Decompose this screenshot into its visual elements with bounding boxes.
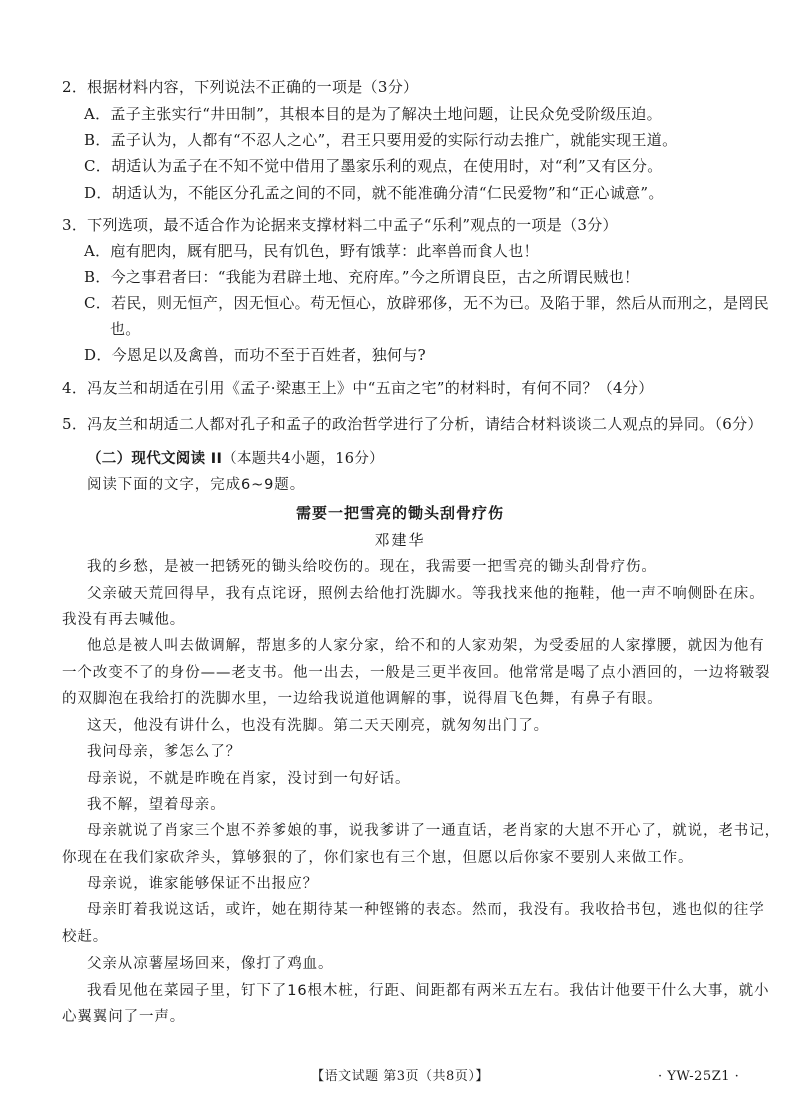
question-2-option-b: B．孟子认为，人都有“不忍人之心”，君王只要用爱的实际行动去推广，就能实现王道。 (84, 131, 678, 149)
paper-code: · YW-25Z1 · (658, 1069, 740, 1084)
article-line: 心翼翼问了一声。 (62, 1009, 186, 1025)
section-subtitle: （本题共4小题，16分） (222, 451, 384, 467)
question-3-option-d: D．今恩足以及禽兽，而功不至于百姓者，独何与? (84, 346, 426, 364)
article-line: 我不解，望着母亲。 (87, 797, 226, 813)
article-line: 母亲说，不就是昨晚在肖家，没讨到一句好话。 (87, 771, 411, 787)
section-heading (87, 449, 384, 469)
question-4: 4．冯友兰和胡适在引用《孟子·梁惠王上》中“五亩之宅”的材料时，有何不同？（4分） (62, 379, 654, 397)
article-line: 我问母亲，爹怎么了？ (87, 744, 241, 760)
article-line: 母亲就说了肖家三个崽不养爹娘的事，说我爹讲了一通直话，老肖家的大崽不开心了，就说，老书记， (87, 823, 780, 839)
article-line: 一个改变不了的身份——老支书。他一出去，一般是三更半夜回。他常常是喝了点小酒回的，一边将皲裂 (62, 665, 771, 681)
article-line: 他总是被人叫去做调解，帮崽多的人家分家，给不和的人家劝架，为受委屈的人家撑腰，就因为他有 (87, 638, 765, 654)
article-line: 你现在在我们家砍斧头，算够狠的了，你们家也有三个崽，但愿以后你家不要别人来做工作。 (62, 850, 694, 866)
article-line: 我的乡愁，是被一把锈死的锄头给咬伤的。现在，我需要一把雪亮的锄头刮骨疗伤。 (87, 559, 657, 575)
article-line: 母亲盯着我说这话，或许，她在期待某一种铿锵的表态。然而，我没有。我收拾书包，逃也似的往学 (87, 902, 765, 918)
section-instruction: 阅读下面的文字，完成6~9题。 (87, 477, 306, 493)
question-2-option-a: A．孟子主张实行“井田制”，其根本目的是为了解决土地问题，让民众免受阶级压迫。 (84, 105, 662, 123)
question-2-option-d: D．胡适认为，不能区分孔孟之间的不同，就不能准确分清“仁民爱物”和“正心诚意”。 (84, 184, 664, 202)
page-footer: 【语文试题 第3页（共8页）】 (311, 1069, 489, 1084)
article-line: 母亲说，谁家能够保证不出报应？ (87, 876, 318, 892)
article-line: 父亲从凉薯屋场回来，像打了鸡血。 (87, 956, 334, 972)
question-5: 5．冯友兰和胡适二人都对孔子和孟子的政治哲学进行了分析，请结合材料谈谈二人观点的异同。（6分） (62, 415, 763, 433)
question-3-option-a: A．庖有肥肉，厩有肥马，民有饥色，野有饿莩：此率兽而食人也！ (84, 242, 539, 260)
article-line: 我没有再去喊他。 (62, 612, 186, 628)
question-3-option-b: B．今之事君者曰：“我能为君辟土地、充府库。”今之所谓良臣，古之所谓民贼也！ (84, 268, 640, 286)
article-author: 邓建华 (374, 531, 426, 549)
question-3-stem: 3．下列选项，最不适合作为论据来支撑材料二中孟子“乐利”观点的一项是（3分） (62, 216, 618, 234)
article-line: 的双脚泡在我给打的洗脚水里，一边给我说道他调解的事，说得眉飞色舞，有鼻子有眼。 (62, 691, 663, 707)
article-line: 父亲破天荒回得早，我有点诧讶，照例去给他打洗脚水。等我找来他的拖鞋，他一声不响侧卧在床。 (87, 586, 765, 602)
question-3-option-c-continued: 也。 (110, 320, 141, 338)
question-3-option-c: C．若民，则无恒产，因无恒心。苟无恒心，放辟邪侈，无不为已。及陷于罪，然后从而刑之，是罔民 (84, 294, 769, 312)
question-2-option-c: C．胡适认为孟子在不知不觉中借用了墨家乐利的观点，在使用时，对“利”又有区分。 (84, 157, 663, 175)
article-line: 我看见他在菜园子里，钉下了16根木桩，行距、间距都有两米五左右。我估计他要干什么大事，就小 (87, 983, 770, 999)
article-line: 校赶。 (62, 929, 109, 945)
article-line: 这天，他没有讲什么，也没有洗脚。第二天天刚亮，就匆匆出门了。 (87, 718, 549, 734)
article-title: 需要一把雪亮的锄头刮骨疗伤 (295, 504, 504, 522)
section-title: （二）现代文阅读 II (87, 451, 223, 467)
question-2-stem: 2．根据材料内容，下列说法不正确的一项是（3分） (62, 78, 419, 96)
